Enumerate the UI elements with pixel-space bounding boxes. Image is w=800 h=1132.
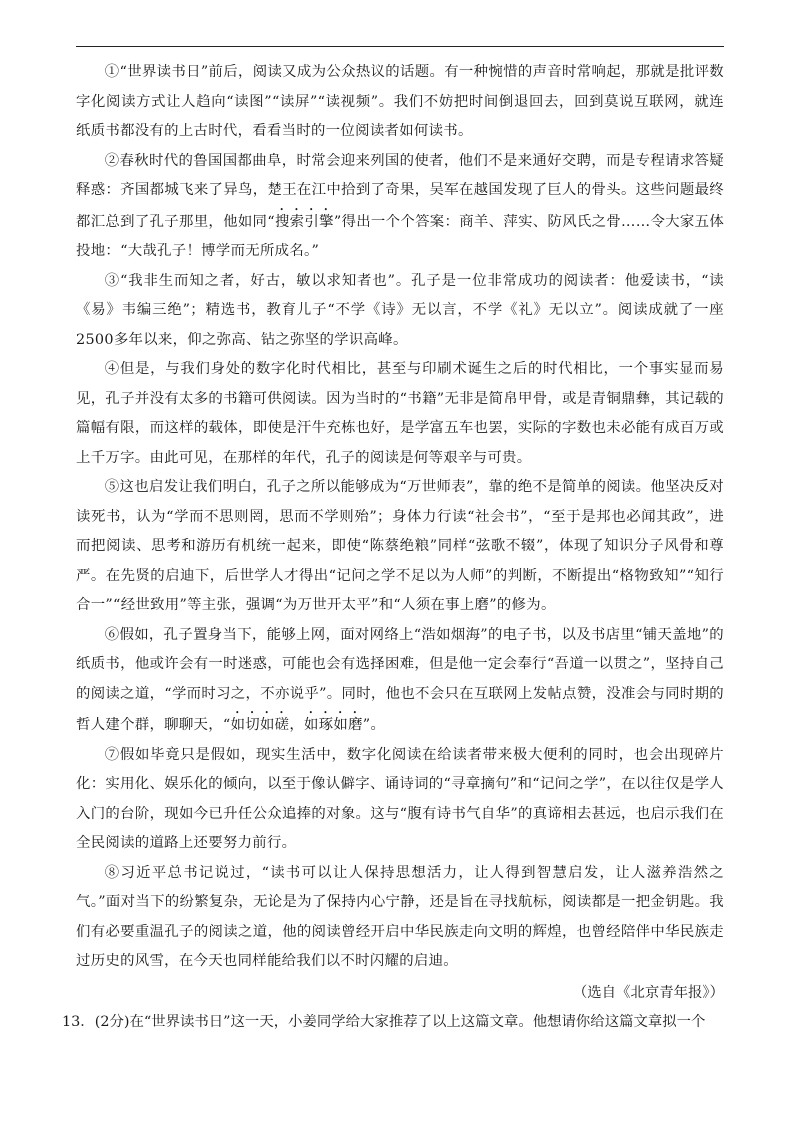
question-13: 13．(2分)在“世界读书日”这一天，小姜同学给大家推荐了以上这篇文章。他想请你给这篇文章拟一个 bbox=[62, 1013, 706, 1030]
paragraph-7 bbox=[76, 741, 724, 859]
paragraph-text: ⑥假如，孔子置身当下，能够上网，面对网络上“浩如烟海”的电子书，以及书店里“铺天盖地”的纸质书，他或许会有一时迷惑，可能也会有选择困难，但是他一定会奉行“吾道一以贯之”，坚持自己的阅读之道，“学而时习之，不亦说乎”。同时，他也不会只在互联网上发帖点赞，没准会与同时期的哲人建个群，聊聊天，“ bbox=[76, 626, 724, 733]
paragraph-text: ”。 bbox=[362, 717, 386, 733]
emphasized-text: 如切如磋，如琢如磨 bbox=[230, 717, 363, 733]
paragraph-3 bbox=[76, 267, 724, 356]
article-source: （选自《北京青年报》） bbox=[572, 984, 724, 1001]
article-body bbox=[62, 58, 725, 1037]
paragraph-5 bbox=[76, 473, 724, 621]
emphasized-text: 搜索引擎 bbox=[274, 213, 334, 230]
paragraph-text: ④但是，与我们身处的数字化时代相比，甚至与印刷术诞生之后的时代相比，一个事实显而易见，孔子并没有太多的书籍可供阅读。因为当时的“书籍”无非是简帛甲骨，或是青铜鼎彝，其记载的篇幅有限，而这样的载体，即使是汗牛充栋也好，是学富五车也罢，实际的字数也未必能有成百万或上千万字。由此可见，在那样的年代，孔子的阅读是何等艰辛与可贵。 bbox=[76, 361, 724, 466]
paragraph-8 bbox=[76, 859, 724, 977]
paragraph-4 bbox=[76, 355, 724, 473]
paragraph-2 bbox=[76, 147, 724, 267]
paragraph-1 bbox=[76, 58, 724, 147]
paragraph-text: ⑦假如毕竟只是假如，现实生活中，数字化阅读在给读者带来极大便利的同时，也会出现碎片化：实用化、娱乐化的倾向，以至于像认僻字、诵诗词的“寻章摘句”和“记问之学”，在以往仅是学人入门的台阶，现如今已升任公众追捧的对象。这与“腹有诗书气自华”的真谛相去甚远，也启示我们在全民阅读的道路上还要努力前行。 bbox=[76, 746, 724, 851]
paragraph-text: ③“我非生而知之者，好古，敏以求知者也”。孔子是一位非常成功的阅读者：他爱读书，“读《易》韦编三绝”；精选书，教育儿子“不学《诗》无以言，不学《礼》无以立”。阅读成就了一座2500多年以来，仰之弥高、钻之弥坚的学识高峰。 bbox=[76, 272, 724, 348]
paragraph-text: ⑧习近平总书记说过，“读书可以让人保持思想活力，让人得到智慧启发，让人滋养浩然之气。”面对当下的纷繁复杂，无论是为了保持内心宁静，还是旨在寻找航标，阅读都是一把金钥匙。我们有必要重温孔子的阅读之道，他的阅读曾经开启中华民族走向文明的辉煌，也曾经陪伴中华民族走过历史的风雪，在今天也同样能给我们以不时闪耀的启迪。 bbox=[76, 864, 725, 969]
paragraph-text: ②春秋时代的鲁国国都曲阜，时常会迎来列国的使者，他们不是来通好交聘，而是专程请求答疑释惑：齐国都城飞来了异鸟，楚王在江中拾到了奇果，吴军在越国发现了巨人的骨头。这些问题最终都汇总到了孔子那里，他如同“ bbox=[76, 152, 724, 230]
paragraph-text: ”得出一个个答案：商羊、萍实、防风氏之骨……令大家五体投地：“大哉孔子！博学而无所成名。” bbox=[76, 213, 725, 259]
top-rule bbox=[76, 46, 724, 47]
paragraph-text: ①“世界读书日”前后，阅读又成为公众热议的话题。有一种惋惜的声音时常响起，那就是批评数字化阅读方式让人趋向“读图”“读屏”“读视频”。我们不妨把时间倒退回去，回到莫说互联网，就连纸质书都没有的上古时代，看看当时的一位阅读者如何读书。 bbox=[76, 64, 724, 139]
paragraph-text: ⑤这也启发让我们明白，孔子之所以能够成为“万世师表”，靠的绝不是简单的阅读。他坚决反对读死书，认为“学而不思则罔，思而不学则殆”；身体力行读“社会书”，“至于是邦也必闻其政”，进而把阅读、思考和游历有机统一起来，即使“陈蔡绝粮”同样“弦歌不辍”，体现了知识分子风骨和尊严。在先贤的启迪下，后世学人才得出“记问之学不足以为人师”的判断，不断提出“格物致知”“知行合一”“经世致用”等主张，强调“为万世开太平”和“人须在事上磨”的修为。 bbox=[76, 479, 724, 613]
paragraph-6 bbox=[76, 621, 724, 741]
